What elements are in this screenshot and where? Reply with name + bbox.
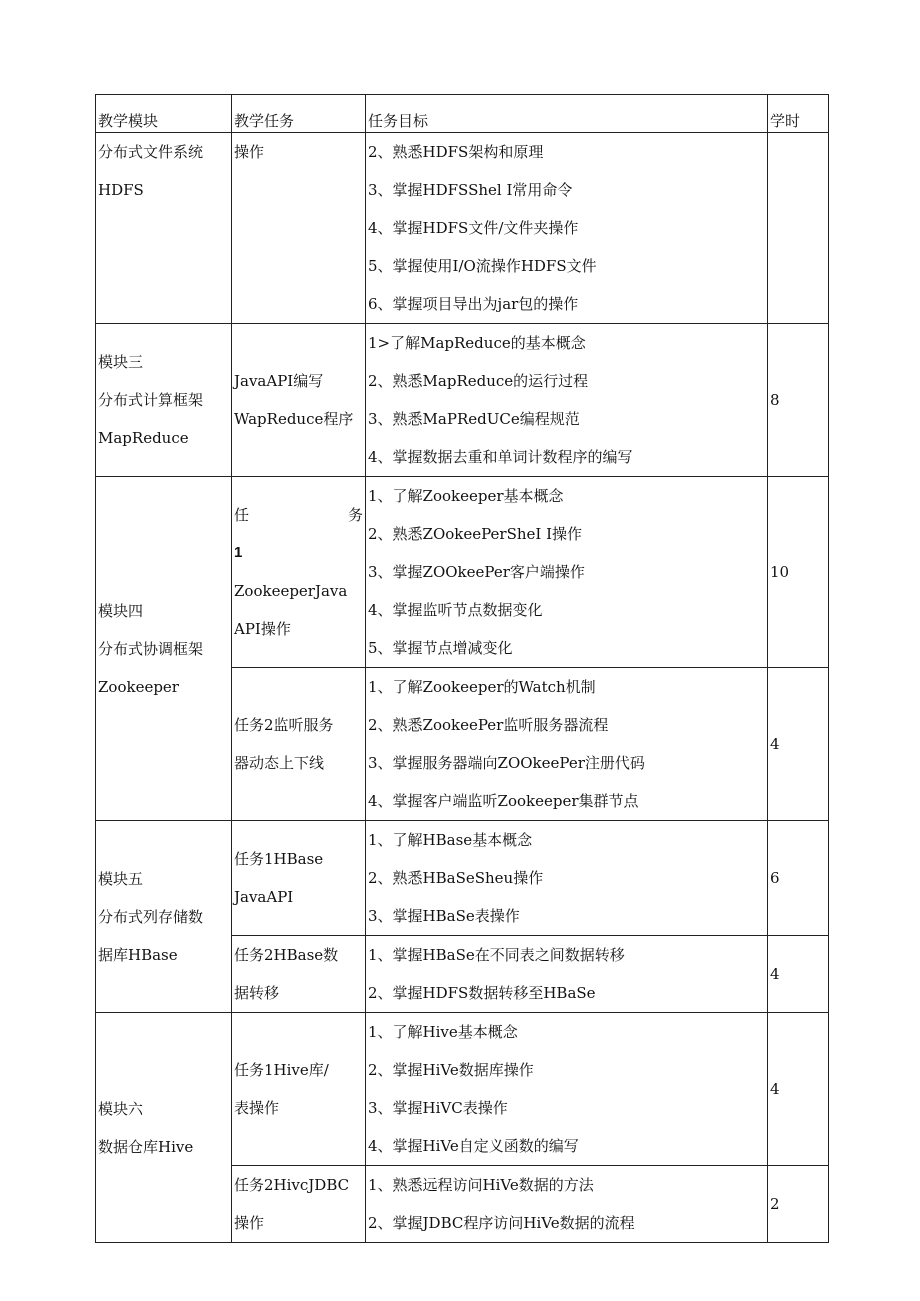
task-cell bbox=[232, 324, 366, 477]
header-module: 教学模块 bbox=[96, 95, 232, 133]
task-line: ZookeeperJava bbox=[234, 582, 348, 600]
goal-cell bbox=[366, 1166, 768, 1243]
module-cell bbox=[96, 324, 232, 477]
module-line: 数据仓库Hive bbox=[98, 1137, 194, 1156]
goal-line: 1、掌握HBaSe在不同表之间数据转移 bbox=[368, 946, 625, 964]
goal-line: 3、掌握HDFSShel I常用命令 bbox=[368, 181, 573, 199]
task-cell bbox=[232, 477, 366, 668]
goal-line: 4、掌握数据去重和单词计数程序的编写 bbox=[368, 448, 633, 466]
module-line: 模块六 bbox=[98, 1099, 144, 1118]
task-cell bbox=[232, 133, 366, 324]
table-row bbox=[96, 324, 829, 477]
task-line: 任务1HBase bbox=[234, 850, 324, 868]
module-line: 分布式列存储数 bbox=[98, 907, 204, 926]
module-line: 模块五 bbox=[98, 869, 144, 888]
table-header-row bbox=[96, 95, 829, 133]
goal-line: 2、熟悉ZookeePer监听服务器流程 bbox=[368, 716, 609, 734]
module-line: MapReduce bbox=[98, 429, 189, 447]
task-cell bbox=[232, 936, 366, 1013]
hours-cell: 10 bbox=[768, 477, 829, 668]
goal-line: 2、熟悉MapReduce的运行过程 bbox=[368, 372, 589, 390]
goal-line: 4、掌握HDFS文件/文件夹操作 bbox=[368, 219, 579, 237]
goal-line: 2、掌握JDBC程序访问HiVe数据的流程 bbox=[368, 1214, 635, 1232]
goal-line: 1>了解MapReduce的基本概念 bbox=[368, 334, 586, 352]
goal-line: 3、掌握HiVC表操作 bbox=[368, 1099, 508, 1117]
hours-cell: 4 bbox=[768, 668, 829, 821]
goal-line: 1、了解Hive基本概念 bbox=[368, 1023, 518, 1041]
hours-cell: 6 bbox=[768, 821, 829, 936]
module-line: HDFS bbox=[98, 181, 144, 199]
hours-cell: 8 bbox=[768, 324, 829, 477]
goal-cell bbox=[366, 668, 768, 821]
module-cell bbox=[96, 1013, 232, 1243]
task-word: 务 bbox=[347, 506, 363, 524]
goal-line: 1、了解HBase基本概念 bbox=[368, 831, 533, 849]
goal-line: 3、熟悉MaPRedUCe编程规范 bbox=[368, 410, 580, 428]
goal-line: 4、掌握客户端监听Zookeeper集群节点 bbox=[368, 792, 639, 810]
module-line: 模块四 bbox=[98, 601, 144, 620]
goal-line: 2、熟悉ZOokeePerSheI I操作 bbox=[368, 525, 583, 543]
goal-cell bbox=[366, 133, 768, 324]
course-table bbox=[95, 94, 829, 1243]
goal-line: 3、掌握服务器端向ZOOkeePer注册代码 bbox=[368, 754, 645, 772]
hours-cell bbox=[768, 133, 829, 324]
task-line: 任务2HBase数 bbox=[234, 946, 339, 964]
goal-line: 1、熟悉远程访问HiVe数据的方法 bbox=[368, 1176, 594, 1194]
goal-line: 4、掌握监听节点数据变化 bbox=[368, 601, 543, 619]
task-number: 1 bbox=[234, 544, 243, 561]
goal-line: 5、掌握节点增减变化 bbox=[368, 639, 513, 657]
task-line: 任务2HivcJDBC bbox=[234, 1176, 350, 1194]
module-line: 分布式文件系统 bbox=[98, 143, 204, 161]
task-line: 器动态上下线 bbox=[234, 754, 325, 772]
module-line: 分布式计算框架 bbox=[98, 391, 204, 409]
task-line: 任务2监听服务 bbox=[234, 716, 334, 734]
goal-cell bbox=[366, 1013, 768, 1166]
goal-line: 5、掌握使用I/O流操作HDFS文件 bbox=[368, 257, 597, 275]
table-row bbox=[96, 821, 829, 936]
goal-line: 1、了解Zookeeper基本概念 bbox=[368, 487, 564, 505]
goal-line: 2、掌握HDFS数据转移至HBaSe bbox=[368, 984, 596, 1002]
goal-cell bbox=[366, 936, 768, 1013]
hours-cell: 4 bbox=[768, 936, 829, 1013]
module-cell bbox=[96, 821, 232, 1013]
table-row bbox=[96, 1013, 829, 1166]
goal-line: 2、熟悉HDFS架构和原理 bbox=[368, 143, 544, 161]
module-cell bbox=[96, 477, 232, 821]
task-line: 任务1Hive库/ bbox=[234, 1061, 329, 1079]
task-line: JavaAPI bbox=[234, 888, 294, 906]
hours-cell: 4 bbox=[768, 1013, 829, 1166]
goal-line: 2、掌握HiVe数据库操作 bbox=[368, 1061, 534, 1079]
goal-line: 1、了解Zookeeper的Watch机制 bbox=[368, 678, 596, 696]
header-task: 教学任务 bbox=[232, 95, 366, 133]
goal-line: 2、熟悉HBaSeSheu操作 bbox=[368, 869, 544, 887]
task-line bbox=[234, 496, 365, 534]
task-cell bbox=[232, 821, 366, 936]
task-word: 任 bbox=[234, 506, 250, 524]
module-line: 模块三 bbox=[98, 353, 144, 371]
module-cell bbox=[96, 133, 232, 324]
goal-line: 6、掌握项目导出为jar包的操作 bbox=[368, 295, 579, 313]
task-cell bbox=[232, 1013, 366, 1166]
task-line: 表操作 bbox=[234, 1099, 280, 1117]
table-row bbox=[96, 477, 829, 668]
goal-line: 3、掌握ZOOkeePer客户端操作 bbox=[368, 563, 585, 581]
module-line: 据库HBase bbox=[98, 945, 178, 964]
task-line: 操作 bbox=[234, 143, 265, 161]
goal-cell bbox=[366, 821, 768, 936]
goal-cell bbox=[366, 477, 768, 668]
goal-line: 3、掌握HBaSe表操作 bbox=[368, 907, 520, 925]
task-line: API操作 bbox=[234, 620, 291, 638]
table-row bbox=[96, 133, 829, 324]
task-line: JavaAPI编写 bbox=[234, 372, 324, 390]
header-goal: 任务目标 bbox=[366, 95, 768, 133]
task-line: 据转移 bbox=[234, 984, 280, 1002]
module-line: 分布式协调框架 bbox=[98, 639, 204, 658]
task-cell bbox=[232, 1166, 366, 1243]
hours-cell: 2 bbox=[768, 1166, 829, 1243]
task-line: WapReduce程序 bbox=[234, 410, 354, 428]
header-hours: 学时 bbox=[768, 95, 829, 133]
task-line: 操作 bbox=[234, 1214, 265, 1232]
goal-cell bbox=[366, 324, 768, 477]
module-line: Zookeeper bbox=[98, 677, 179, 696]
goal-line: 4、掌握HiVe自定义函数的编写 bbox=[368, 1137, 579, 1155]
task-cell bbox=[232, 668, 366, 821]
